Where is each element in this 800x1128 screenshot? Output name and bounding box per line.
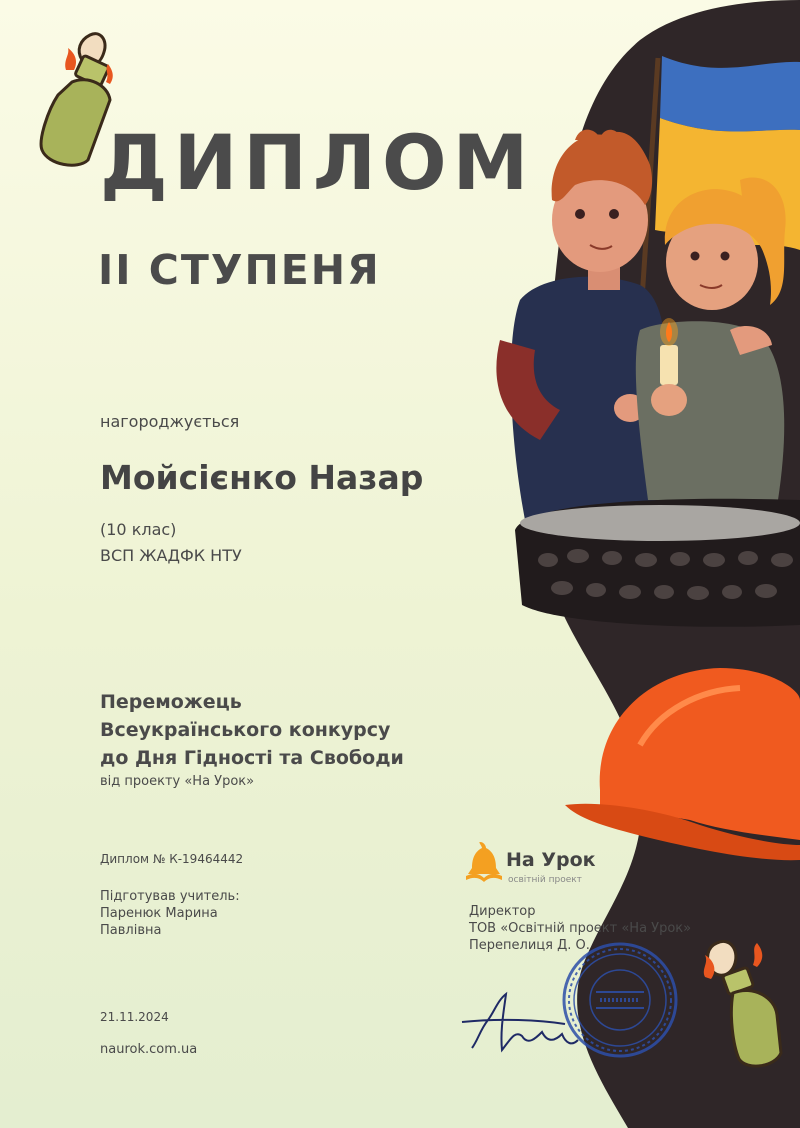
teacher-name-line: Паренюк Марина — [100, 906, 218, 921]
recipient-name: Мойсієнко Назар — [100, 458, 424, 497]
director-block — [469, 903, 691, 954]
project-line: від проекту «На Урок» — [100, 774, 255, 789]
director-line: Перепелиця Д. О. — [469, 938, 590, 953]
issue-date: 21.11.2024 — [100, 1010, 169, 1024]
director-signature-icon — [462, 994, 578, 1050]
diploma-degree: ІІ СТУПЕНЯ — [98, 246, 381, 294]
memorial-base-icon — [515, 499, 800, 627]
winner-line: Всеукраїнського конкурсу — [100, 719, 391, 741]
orange-helmet-icon — [565, 668, 800, 860]
school-name: ВСП ЖАДФК НТУ — [100, 546, 242, 565]
awarded-label: нагороджується — [100, 412, 240, 431]
teacher-name-line: Павлівна — [100, 923, 162, 938]
diploma-title: ДИПЛОМ — [100, 118, 535, 207]
teacher-label: Підготував учитель: — [100, 889, 240, 904]
winner-line: до Дня Гідності та Свободи — [100, 747, 404, 769]
director-line: ТОВ «Освітній проект «На Урок» — [469, 921, 692, 936]
naurok-bell-book-icon — [466, 842, 502, 882]
grade-label: (10 клас) — [100, 520, 177, 539]
director-line: Директор — [469, 904, 536, 919]
teacher-block — [100, 888, 240, 939]
winner-line: Переможець — [100, 691, 242, 713]
logo-name: На Урок — [506, 849, 596, 871]
logo-tagline: освітній проект — [508, 875, 582, 885]
website-link[interactable]: naurok.com.ua — [100, 1042, 198, 1057]
winner-block — [100, 688, 404, 772]
diploma-number: Диплом № К-19464442 — [100, 852, 244, 866]
